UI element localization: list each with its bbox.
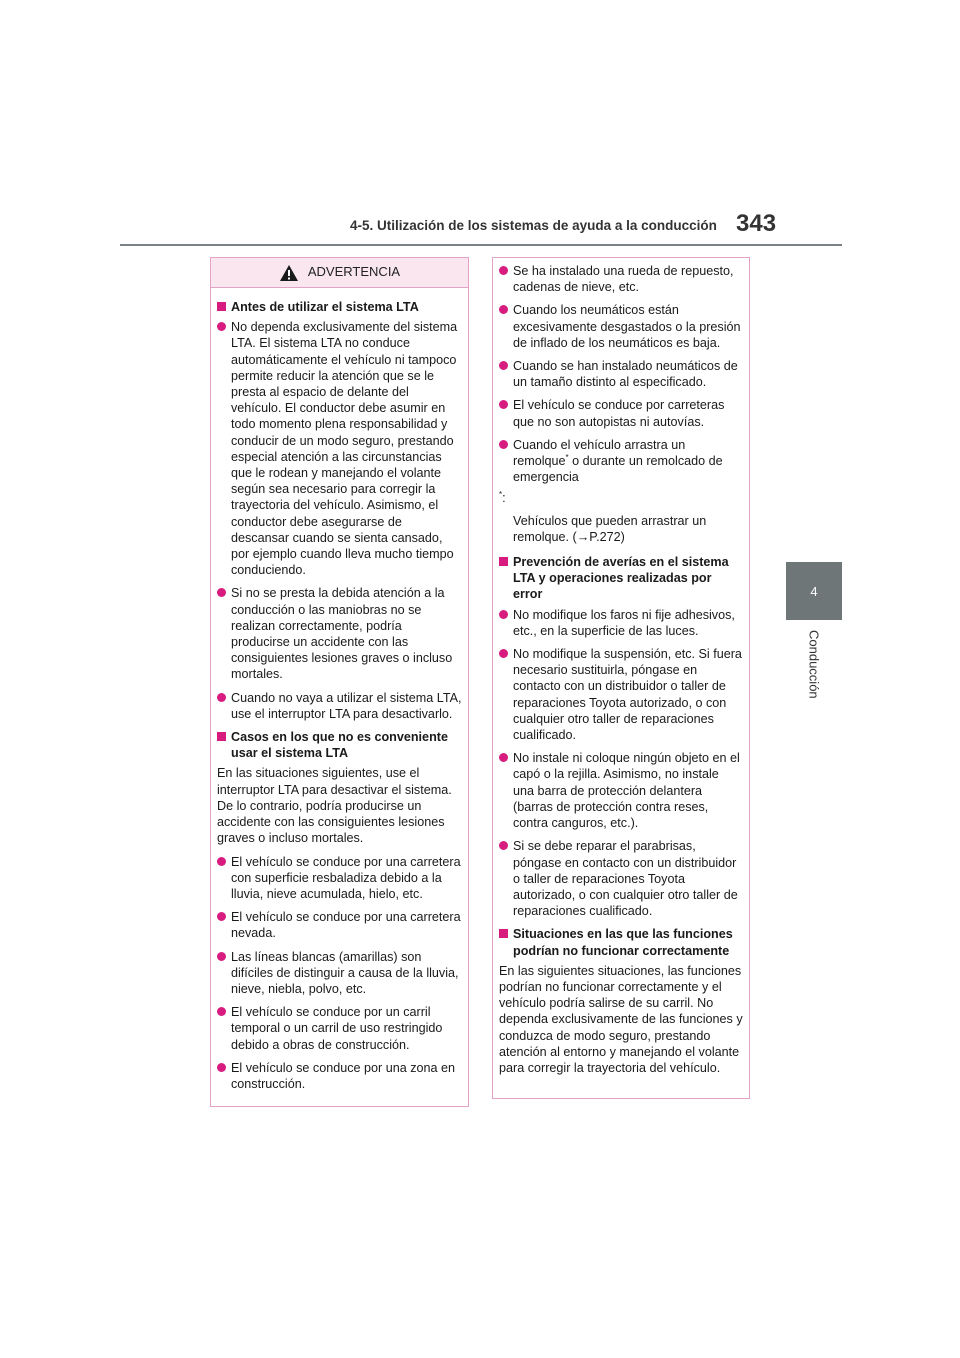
footnote-separator: : [502, 491, 506, 506]
section-title: 4-5. Utilización de los sistemas de ayuda a la conducción [350, 218, 717, 233]
chapter-label [790, 620, 838, 770]
list-item: Cuando los neumáticos están excesivamente desgastados o la presión de inflado de los neumáticos es baja. [499, 302, 743, 351]
list-item: No instale ni coloque ningún objeto en el capó o la rejilla. Asimismo, no instale una barra de protección delantera (barras de protección contra reses, contra canguros, etc.). [499, 750, 743, 831]
chapter-number: 4 [810, 583, 818, 599]
list-item: Cuando no vaya a utilizar el sistema LTA, use el interruptor LTA para desactivarlo. [217, 690, 462, 722]
chapter-tab[interactable] [786, 562, 842, 620]
list-item-text: o durante un remolcado de emergencia [513, 454, 723, 485]
list-item: Las líneas blancas (amarillas) son difíciles de distinguir a causa de la lluvia, nieve, niebla, polvo, etc. [217, 949, 462, 998]
list-item: El vehículo se conduce por una zona en construcción. [217, 1060, 462, 1092]
list-item: No dependa exclusivamente del sistema LTA. El sistema LTA no conduce automáticamente el vehículo ni tampoco permite reducir la atención que se le presta al espacio de delante del vehículo. El conductor debe asumir en todo momento plena responsabilidad y conducir de un modo seguro, prestando especial atención a las circunstancias que le rodean y manejando el volante según sea necesario para corregir la trayectoria del vehículo. Asimismo, el conductor debe asegurarse de descansar cuando se sienta cansado, por ejemplo cuando lleva mucho tiempo conduciendo. [217, 319, 462, 578]
list-item: Si no se presta la debida atención a la conducción o las maniobras no se realizan correctamente, podría producirse un accidente con las consiguientes lesiones graves o incluso mortales. [217, 585, 462, 682]
warning-triangle-icon [279, 264, 299, 282]
section-heading: Casos en los que no es conveniente usar el sistema LTA [217, 729, 462, 761]
section-heading: Prevención de averías en el sistema LTA y operaciones realizadas por error [499, 554, 743, 603]
page-number: 343 [736, 210, 777, 237]
list-item: El vehículo se conduce por un carril temporal o un carril de uso restringido debido a obras de construcción. [217, 1004, 462, 1053]
paragraph: En las siguientes situaciones, las funciones podrían no funcionar correctamente y el vehículo podría salirse de su carril. No dependa exclusivamente de las funciones y conduzca de modo seguro, prestando atención al entorno y manejando el volante para corregir la trayectoria del vehículo. [499, 963, 743, 1075]
footnote-marker: * [565, 452, 569, 462]
warning-content-left [211, 288, 468, 1092]
header-divider [120, 244, 842, 246]
list-item: Cuando se han instalado neumáticos de un tamaño distinto al especificado. [499, 358, 743, 390]
footnote-text[interactable]: Vehículos que pueden arrastrar un remolque. (→P.272) [513, 513, 707, 544]
list-item: El vehículo se conduce por carreteras que no son autopistas ni autovías. [499, 397, 743, 429]
list-item [499, 437, 743, 486]
warning-header [211, 258, 468, 288]
list-item: No modifique los faros ni fije adhesivos, etc., en la superficie de las luces. [499, 607, 743, 639]
list-item: No modifique la suspensión, etc. Si fuera necesario sustituirla, póngase en contacto con un distribuidor o taller de reparaciones Toyota autorizado, o con cualquier otro taller de reparaciones cualificado. [499, 646, 743, 743]
list-item: El vehículo se conduce por una carretera con superficie resbaladiza debido a la lluvia, nieve acumulada, hielo, etc. [217, 854, 462, 903]
footnote [499, 490, 743, 545]
list-item: El vehículo se conduce por una carretera nevada. [217, 909, 462, 941]
warning-label: ADVERTENCIA [307, 264, 401, 280]
warning-box [210, 257, 469, 1107]
list-item: Se ha instalado una rueda de repuesto, cadenas de nieve, etc. [499, 263, 743, 295]
paragraph: En las situaciones siguientes, use el interruptor LTA para desactivar el sistema. De lo contrario, podría producirse un accidente con las consiguientes lesiones graves o incluso mortales. [217, 766, 452, 846]
section-heading: Antes de utilizar el sistema LTA [217, 299, 462, 315]
section-heading: Situaciones en las que las funciones podrían no funcionar correctamente [499, 926, 743, 958]
list-item-text: Cuando el vehículo arrastra un remolque [513, 437, 686, 469]
warning-box-continued [492, 257, 750, 1099]
chapter-label-text: Conducción [806, 630, 822, 699]
list-item: Si se debe reparar el parabrisas, póngase en contacto con un distribuidor o taller de reparaciones Toyota autorizado, o con cualquier otro taller de reparaciones cualificado. [499, 838, 743, 919]
footnote-marker: * [499, 490, 503, 500]
warning-content-right [493, 258, 749, 1076]
